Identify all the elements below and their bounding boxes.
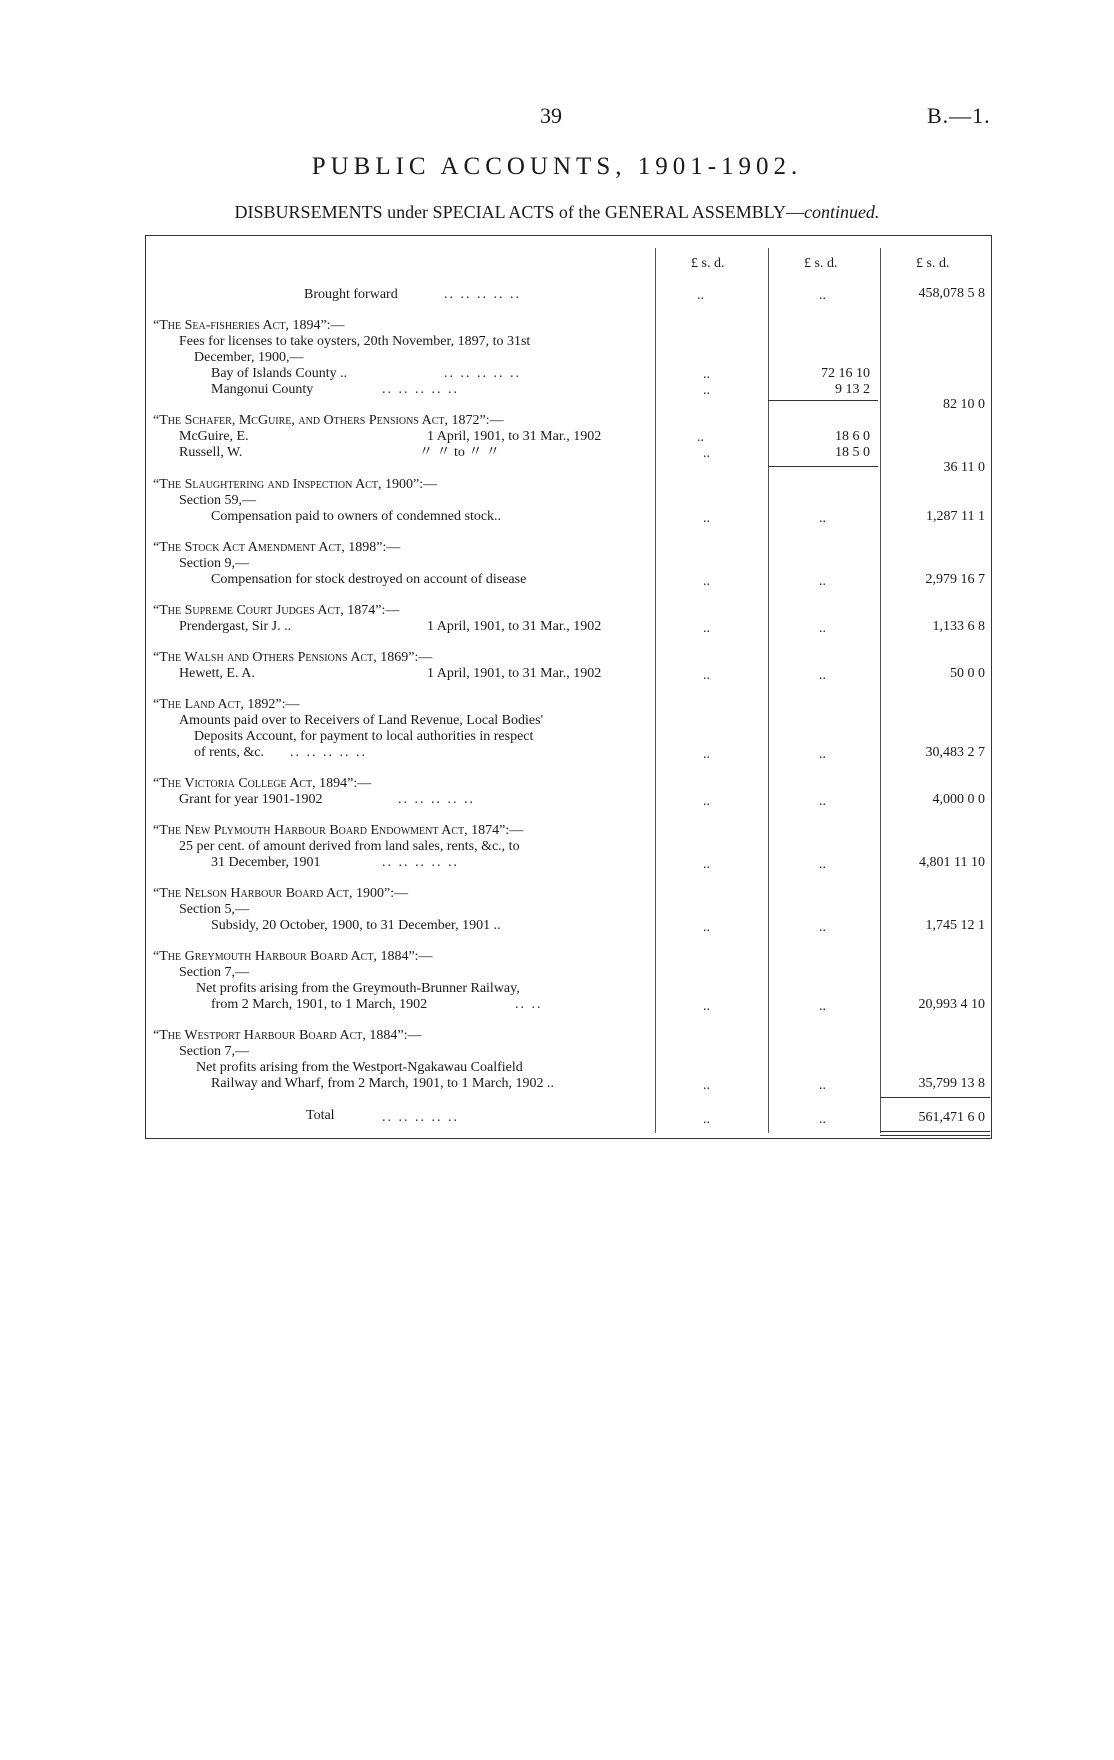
amount-c2: .. <box>819 794 826 809</box>
column-divider <box>768 248 769 1133</box>
amount-c1: .. <box>703 446 710 461</box>
amount-c1: .. <box>703 1112 710 1127</box>
item-description: Subsidy, 20 October, 1900, to 31 December, 1901 .. <box>211 918 501 933</box>
item-description: Railway and Wharf, from 2 March, 1901, to 1 March, 1902 .. <box>211 1076 555 1091</box>
item-description: Compensation for stock destroyed on account of disease <box>211 572 527 587</box>
dot-leader: .. .. <box>515 997 543 1012</box>
amount-c2: .. <box>819 999 826 1014</box>
total-amount: 2,979 16 7 <box>925 572 985 587</box>
amount-c1: .. <box>703 574 710 589</box>
amount-c1: .. <box>703 1078 710 1093</box>
amount-c1: .. <box>703 668 710 683</box>
pensioner-name: Hewett, E. A. <box>179 666 255 681</box>
amount-c1: .. <box>703 747 710 762</box>
total-amount: 1,287 11 1 <box>926 509 985 524</box>
amount-c1: .. <box>703 999 710 1014</box>
total-amount: 4,801 11 10 <box>919 855 985 870</box>
total-rule <box>880 1097 990 1098</box>
column-divider <box>880 248 881 1133</box>
act-title: “The Greymouth Harbour Board Act, 1884”:— <box>153 949 433 964</box>
total-amount: 20,993 4 10 <box>918 997 985 1012</box>
amount-c2: 18 5 0 <box>835 445 870 460</box>
item-label: Mangonui County <box>211 382 314 397</box>
act-title: “The Schafer, McGuire, and Others Pensions Act, 1872”:— <box>153 413 504 428</box>
total-amount: 4,000 0 0 <box>932 792 985 807</box>
item-description: of rents, &c. <box>194 745 264 760</box>
amount-c1: .. <box>703 857 710 872</box>
amount-c2: .. <box>819 1078 826 1093</box>
amount-c2: .. <box>819 574 826 589</box>
amount-c1: .. <box>703 511 710 526</box>
amount-c2: .. <box>819 288 826 303</box>
column-header-3: £ s. d. <box>916 256 950 271</box>
item-description: 25 per cent. of amount derived from land sales, rents, &c., to <box>179 839 520 854</box>
amount-c2: .. <box>819 621 826 636</box>
section-label: Section 59,— <box>179 493 256 508</box>
item-description: Compensation paid to owners of condemned stock.. <box>211 509 502 524</box>
amount-c1: .. <box>703 794 710 809</box>
pensioner-name: McGuire, E. <box>179 429 249 444</box>
item-description: Deposits Account, for payment to local authorities in respect <box>194 729 534 744</box>
dot-leader: .. .. .. .. .. <box>398 792 475 807</box>
amount-c1: .. <box>703 920 710 935</box>
amount-c1: .. <box>697 288 704 303</box>
total-amount: 82 10 0 <box>943 397 985 412</box>
dot-leader: .. .. .. .. .. <box>444 287 521 302</box>
act-title: “The Walsh and Others Pensions Act, 1869”:— <box>153 650 433 665</box>
act-title: “The Supreme Court Judges Act, 1874”:— <box>153 603 400 618</box>
item-label: Bay of Islands County .. <box>211 366 348 381</box>
act-title: “The Stock Act Amendment Act, 1898”:— <box>153 540 401 555</box>
section-label: Section 7,— <box>179 1044 249 1059</box>
section-label: Section 5,— <box>179 902 249 917</box>
subtotal-rule <box>768 466 878 467</box>
pension-period: 1 April, 1901, to 31 Mar., 1902 <box>427 429 602 444</box>
item-description: Net profits arising from the Westport-Ngakawau Coalfield <box>196 1060 523 1075</box>
section-label: Section 7,— <box>179 965 249 980</box>
brought-forward-label: Brought forward <box>304 287 398 302</box>
dot-leader: .. .. .. .. .. <box>382 382 459 397</box>
item-description: Net profits arising from the Greymouth-Brunner Railway, <box>196 981 520 996</box>
item-description: from 2 March, 1901, to 1 March, 1902 <box>211 997 428 1012</box>
amount-c2: .. <box>819 857 826 872</box>
dot-leader: .. .. .. .. .. <box>444 366 521 381</box>
amount-c2: 18 6 0 <box>835 429 870 444</box>
amount-c2: .. <box>819 1112 826 1127</box>
act-title: “The Sea-fisheries Act, 1894”:— <box>153 318 345 333</box>
dot-leader: .. .. .. .. .. <box>382 1110 459 1125</box>
section-label: Section 9,— <box>179 556 249 571</box>
amount-c1: .. <box>703 367 710 382</box>
pension-period: 〃 〃 to 〃 〃 <box>419 445 500 460</box>
amount-c2: .. <box>819 511 826 526</box>
amount-c1: .. <box>703 383 710 398</box>
item-description: 31 December, 1901 <box>211 855 321 870</box>
column-header-2: £ s. d. <box>804 256 838 271</box>
item-description: Grant for year 1901-1902 <box>179 792 323 807</box>
amount-c1: .. <box>697 430 704 445</box>
total-amount: 30,483 2 7 <box>925 745 985 760</box>
act-title: “The Nelson Harbour Board Act, 1900”:— <box>153 886 409 901</box>
total-amount: 50 0 0 <box>950 666 985 681</box>
subtitle-italic: continued. <box>803 202 880 222</box>
amount-c2: 9 13 2 <box>835 382 870 397</box>
act-title: “The Victoria College Act, 1894”:— <box>153 776 372 791</box>
amount-c2: .. <box>819 920 826 935</box>
act-title: “The Land Act, 1892”:— <box>153 697 300 712</box>
act-title: “The Westport Harbour Board Act, 1884”:— <box>153 1028 422 1043</box>
pension-period: 1 April, 1901, to 31 Mar., 1902 <box>427 666 602 681</box>
total-amount: 1,745 12 1 <box>925 918 985 933</box>
grand-total-amount: 561,471 6 0 <box>918 1110 985 1125</box>
column-divider <box>655 248 656 1133</box>
series-reference: B.—1. <box>927 103 991 128</box>
total-amount: 1,133 6 8 <box>932 619 985 634</box>
act-title: “The New Plymouth Harbour Board Endowment Act, 1874”:— <box>153 823 524 838</box>
grand-total-label: Total <box>306 1108 335 1123</box>
double-rule-top <box>880 1131 990 1132</box>
column-header-1: £ s. d. <box>691 256 725 271</box>
total-amount: 458,078 5 8 <box>918 286 985 301</box>
subtitle-main: DISBURSEMENTS under SPECIAL ACTS of the GENERAL ASSEMBLY— <box>234 202 804 222</box>
act-title: “The Slaughtering and Inspection Act, 1900”:— <box>153 477 438 492</box>
total-amount: 36 11 0 <box>943 460 985 475</box>
item-description: Fees for licenses to take oysters, 20th November, 1897, to 31st <box>179 334 531 349</box>
pension-period: 1 April, 1901, to 31 Mar., 1902 <box>427 619 602 634</box>
total-amount: 35,799 13 8 <box>918 1076 985 1091</box>
page-number: 39 <box>540 103 562 128</box>
dot-leader: .. .. .. .. .. <box>290 745 367 760</box>
item-description: Amounts paid over to Receivers of Land Revenue, Local Bodies' <box>179 713 544 728</box>
amount-c2: .. <box>819 668 826 683</box>
amount-c1: .. <box>703 621 710 636</box>
item-description: December, 1900,— <box>194 350 304 365</box>
amount-c2: 72 16 10 <box>821 366 870 381</box>
pensioner-name: Russell, W. <box>179 445 243 460</box>
subtotal-rule <box>768 400 878 401</box>
page-subtitle <box>0 202 1114 223</box>
amount-c2: .. <box>819 747 826 762</box>
pensioner-name: Prendergast, Sir J. .. <box>179 619 292 634</box>
page-title: PUBLIC ACCOUNTS, 1901-1902. <box>311 153 803 180</box>
dot-leader: .. .. .. .. .. <box>382 855 459 870</box>
double-rule-bottom <box>880 1135 990 1136</box>
